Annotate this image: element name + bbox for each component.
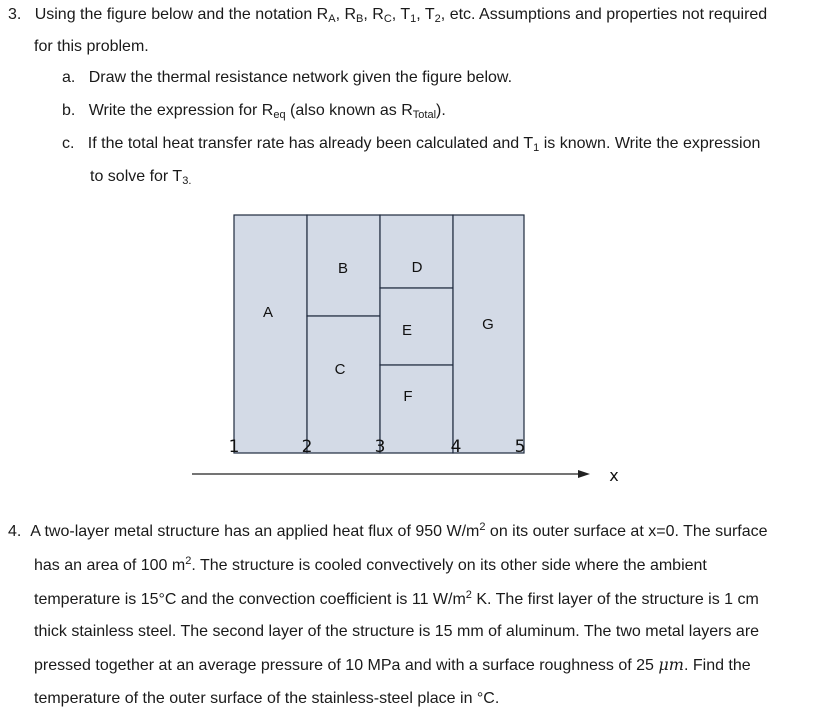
x-axis-arrowhead (578, 470, 590, 478)
layer-d (380, 215, 453, 288)
q3-part-b: b. Write the expression for $R_{eq}$ (also known as $R_{Total}$). (62, 102, 446, 121)
label-g: G (482, 316, 494, 333)
q3-part-a: a. Draw the thermal resistance network given the figure below. (62, 69, 513, 86)
position-2: 2 (301, 437, 313, 457)
q3-part-c-line-2: to solve for $T_{3.}$ (90, 168, 192, 187)
q3-line-2: for this problem. (34, 38, 149, 55)
q3-number: 3. (8, 6, 22, 23)
q4-line-5: pressed together at an average pressure of 10 MPa and with a surface roughness of 25 μm. Find the (34, 655, 751, 674)
q4-line-4: thick stainless steel. The second layer of the structure is 15 mm of aluminum. The two metal layers are (34, 623, 760, 640)
position-1: 1 (228, 437, 240, 457)
q3-part-c: c. If the total heat transfer rate has already been calculated and $T_1$ is known. Write the expression (62, 135, 761, 154)
q3-line-1: 3. Using the figure below and the notation $R_A$, $R_B$, $R_C$, $T_1$, $T_2$, etc. Assumptions and properties not required (8, 6, 768, 25)
composite-wall-figure (180, 205, 640, 485)
label-e: E (401, 322, 413, 339)
position-4: 4 (450, 437, 462, 457)
position-5: 5 (514, 437, 526, 457)
x-axis-label: x (609, 466, 619, 485)
q4-line-3: temperature is 15°C and the convection coefficient is 11 $W/m^2$ K. The first layer of the structure is 1 cm (34, 589, 759, 608)
layer-a (234, 215, 307, 453)
label-b: B (337, 260, 349, 277)
layer-f (380, 365, 453, 453)
q4-line-6: temperature of the outer surface of the stainless-steel place in °C. (34, 690, 500, 707)
q4-line-2: has an area of 100 $m^2$. The structure is cooled convectively on its other side where the ambient (34, 555, 707, 574)
label-f: F (403, 388, 413, 405)
label-c: C (334, 361, 346, 378)
layer-c (307, 316, 380, 453)
layer-g (453, 215, 524, 453)
q4-number: 4. (8, 523, 22, 540)
label-d: D (411, 259, 423, 276)
label-a: A (262, 304, 274, 321)
position-3: 3 (374, 437, 386, 457)
layer-e (380, 288, 453, 365)
q4-line-1: 4. A two-layer metal structure has an applied heat flux of 950 $W/m^2$ on its outer surface at x=0. The surface (8, 521, 768, 540)
